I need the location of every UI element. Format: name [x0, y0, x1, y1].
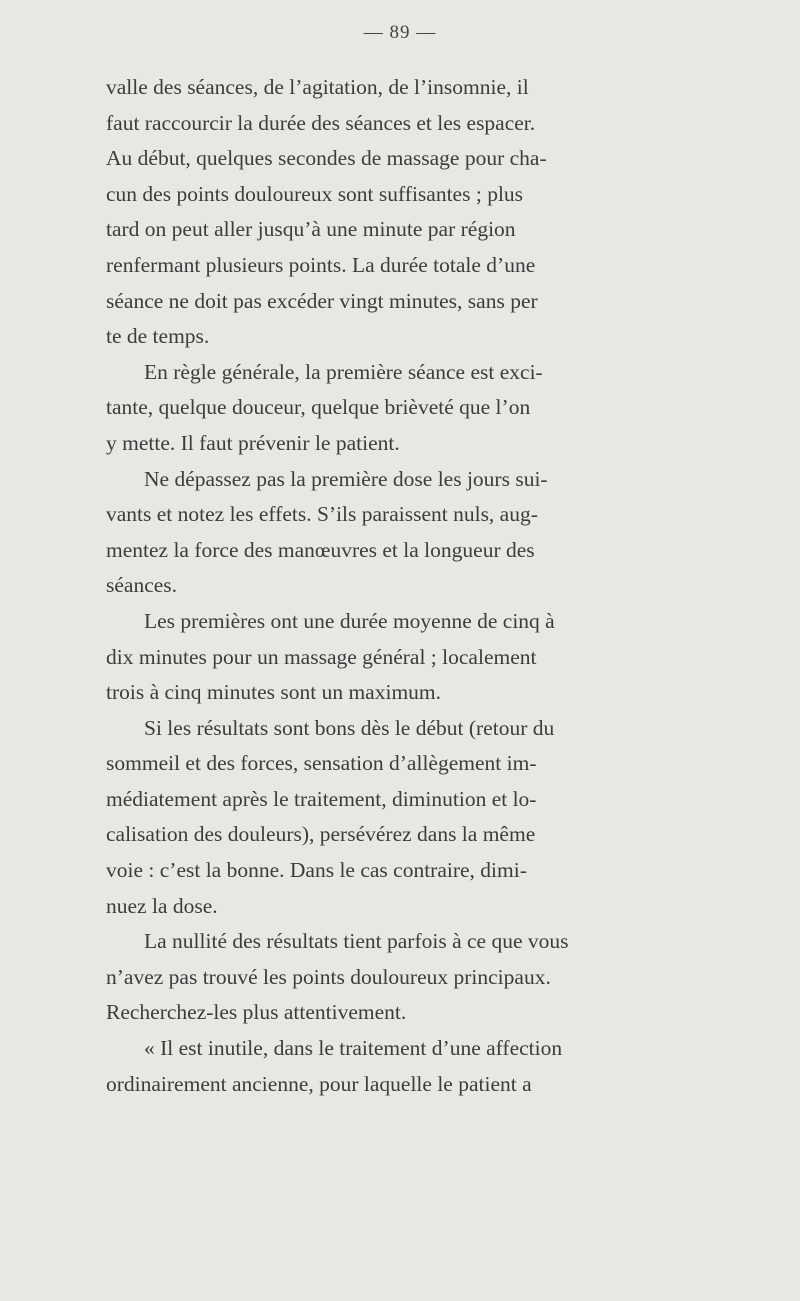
text-line: Au début, quelques secondes de massage pour cha- [106, 146, 547, 171]
text-line: renfermant plusieurs points. La durée totale d’une [106, 252, 536, 277]
text-line: calisation des douleurs), persévérez dans la même [106, 822, 536, 847]
text-line: dix minutes pour un massage général ; localement [106, 644, 537, 669]
text-line: te de temps. [106, 324, 210, 349]
text-line: y mette. Il faut prévenir le patient. [106, 430, 400, 455]
text-line: En règle générale, la première séance est exci- [144, 359, 543, 384]
text-line: « Il est inutile, dans le traitement d’une affection [144, 1036, 563, 1061]
text-line: séance ne doit pas excéder vingt minutes, sans per [106, 288, 538, 313]
text-line: mentez la force des manœuvres et la longueur des [106, 537, 535, 562]
text-line: valle des séances, de l’agitation, de l’insomnie, il [106, 75, 529, 99]
text-line: Recherchez-les plus attentivement. [106, 1000, 407, 1025]
text-line: voie : c’est la bonne. Dans le cas contraire, dimi- [106, 858, 527, 883]
text-line: nuez la dose. [106, 893, 218, 918]
text-line: Les premières ont une durée moyenne de cinq à [144, 608, 555, 633]
text-line: ordinairement ancienne, pour laquelle le patient a [106, 1071, 532, 1096]
page-number: — 89 — [363, 22, 437, 43]
text-line: médiatement après le traitement, diminution et lo- [106, 786, 537, 811]
text-line: tard on peut aller jusqu’à une minute par région [106, 217, 516, 242]
text-line: séances. [106, 573, 178, 598]
text-line: La nullité des résultats tient parfois à ce que vous [144, 929, 569, 954]
text-line: Ne dépassez pas la première dose les jours sui- [144, 466, 548, 491]
text-line: tante, quelque douceur, quelque brièveté que l’on [106, 395, 531, 420]
text-line: sommeil et des forces, sensation d’allègement im- [106, 751, 537, 776]
text-line: vants et notez les effets. S’ils paraissent nuls, aug- [106, 502, 538, 527]
text-line: Si les résultats sont bons dès le début (retour du [144, 715, 555, 740]
text-line: n’avez pas trouvé les points douloureux principaux. [106, 964, 551, 989]
body-text [106, 70, 716, 1102]
text-line: faut raccourcir la durée des séances et les espacer. [106, 110, 536, 135]
text-line: trois à cinq minutes sont un maximum. [106, 680, 442, 705]
text-line: cun des points douloureux sont suffisantes ; plus [106, 181, 524, 206]
